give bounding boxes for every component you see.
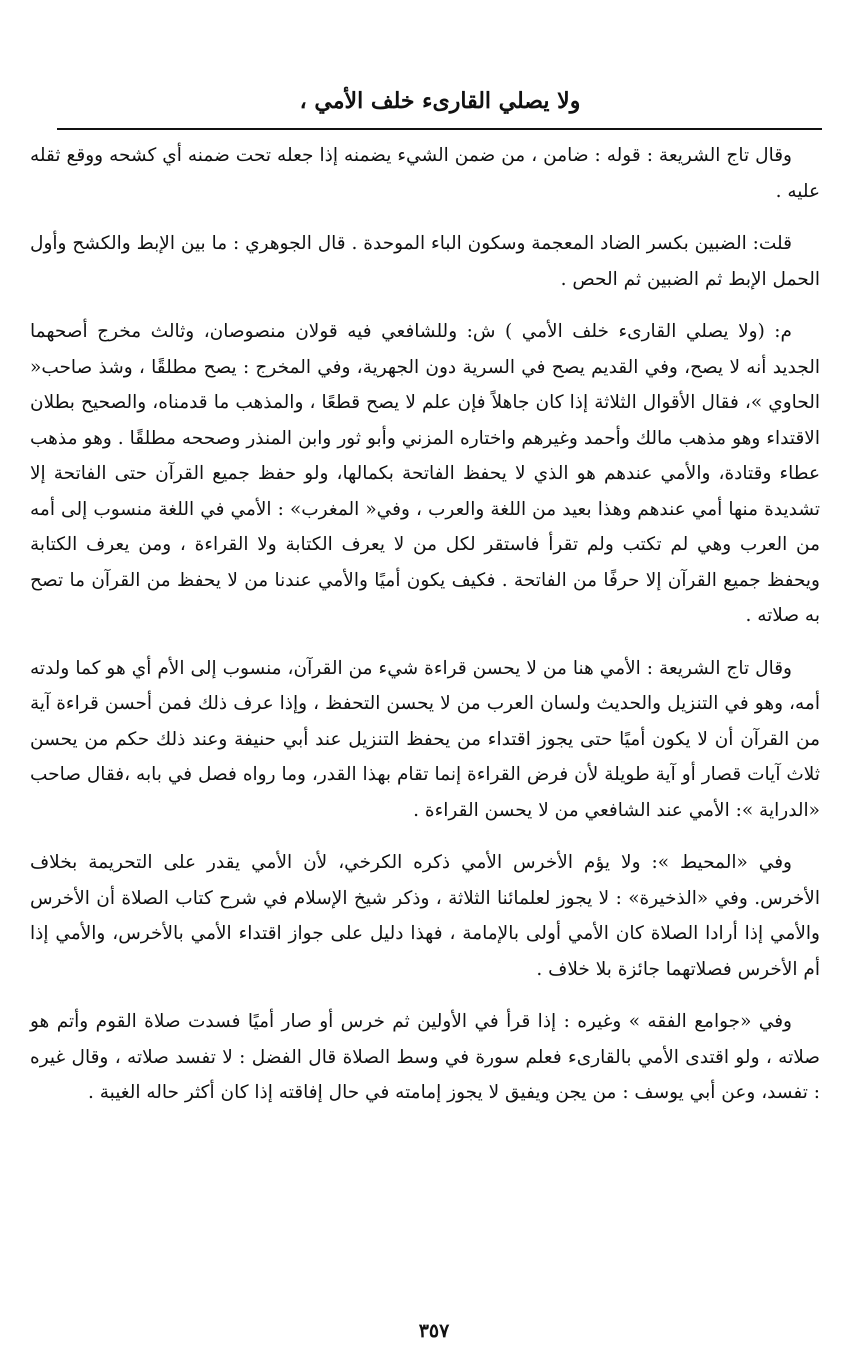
paragraph: وفي «المحيط »: ولا يؤم الأخرس الأمي ذكره الكرخي، لأن الأمي يقدر على التحريمة بخلاف الأخرس. وفي «الذخيرة» : لا يجوز لعلمائنا الثلاثة ، وذكر شيخ الإسلام في شرح كتاب الصلاة أن الأخرس والأمي إذا أرادا الصلاة كان الأمي أولى بالإمامة ، فهذا دليل على جواز اقتداء الأمي بالأخرس، والأمي إذا أم الأخرس فصلاتهما جائزة بلا خلاف . xyxy=(30,852,820,980)
paragraph: وفي «جوامع الفقه » وغيره : إذا قرأ في الأولين ثم خرس أو صار أميًا فسدت صلاة القوم وأتم هو صلاته ، ولو اقتدى الأمي بالقارىء فعلم سورة في وسط الصلاة قال الفضل : لا تفسد صلاته ، وقال غيره : تفسد، وعن أبي يوسف : من يجن ويفيق لا يجوز إمامته في حال إفاقته إذا كان أكثر حاله الغيبة . xyxy=(30,1011,820,1103)
paragraph: قلت: الضبين بكسر الضاد المعجمة وسكون الباء الموحدة . قال الجوهري : ما بين الإبط والكشح وأول الحمل الإبط ثم الضبين ثم الحص . xyxy=(30,233,820,290)
body-text xyxy=(30,138,820,1111)
page-number: ٣٥٧ xyxy=(418,1320,450,1342)
header-rule xyxy=(57,128,822,130)
running-head: ولا يصلي القارىء خلف الأمي ، xyxy=(299,88,581,114)
paragraph: وقال تاج الشريعة : قوله : ضامن ، من ضمن الشيء يضمنه إذا جعله تحت ضمنه أي كشحه ووقع ثقله عليه . xyxy=(30,145,820,202)
paragraph: م: (ولا يصلي القارىء خلف الأمي ) ش: وللشافعي فيه قولان منصوصان، وثالث مخرج أصحهما الجديد أنه لا يصح، وفي القديم يصح في السرية دون الجهرية، وفي المخرج : يصح مطلقًا ، وشذ صاحب« الحاوي »، فقال الأقوال الثلاثة إذا كان جاهلاً فإن علم لا يصح قطعًا ، والمذهب ما قدمناه، والصحيح بطلان الاقتداء وهو مذهب مالك وأحمد وغيرهم واختاره المزني وأبو ثور وابن المنذر وصححه مطلقًا . وهو مذهب عطاء وقتادة، والأمي عندهم هو الذي لا يحفظ الفاتحة بكمالها، ولو حفظ جميع القرآن حتى الفاتحة إلا تشديدة منها أمي عندهم وهذا بعيد من اللغة والعرب ، وفي« المغرب» : الأمي في اللغة منسوب إلى أمه من العرب وهي لم تكتب ولم تقرأ فاستقر لكل من لا يعرف الكتابة ولا القراءة ، ومن يعرف الكتابة ويحفظ جميع القرآن إلا حرفًا من الفاتحة . فكيف يكون أميًا والأمي عندنا من لا يحفظ من القرآن ما تصح به صلاته . xyxy=(30,321,820,626)
paragraph: وقال تاج الشريعة : الأمي هنا من لا يحسن قراءة شيء من القرآن، منسوب إلى الأم أي هو كما ولدته أمه، وهو في التنزيل والحديث ولسان العرب من لا يحسن التحفظ ، وإذا عرف ذلك فمن أحسن قراءة آية من القرآن أن لا يكون أميًا حتى يجوز اقتداء من يحفظ التنزيل عند أبي حنيفة وعند ذلك حكم من يحسن ثلاث آيات قصار أو آية طويلة لأن فرض القراءة إنما تقام بهذا القدر، وما رواه فصل في بابه ،فقال صاحب «الدراية »: الأمي عند الشافعي من لا يحسن القراءة . xyxy=(30,657,820,821)
